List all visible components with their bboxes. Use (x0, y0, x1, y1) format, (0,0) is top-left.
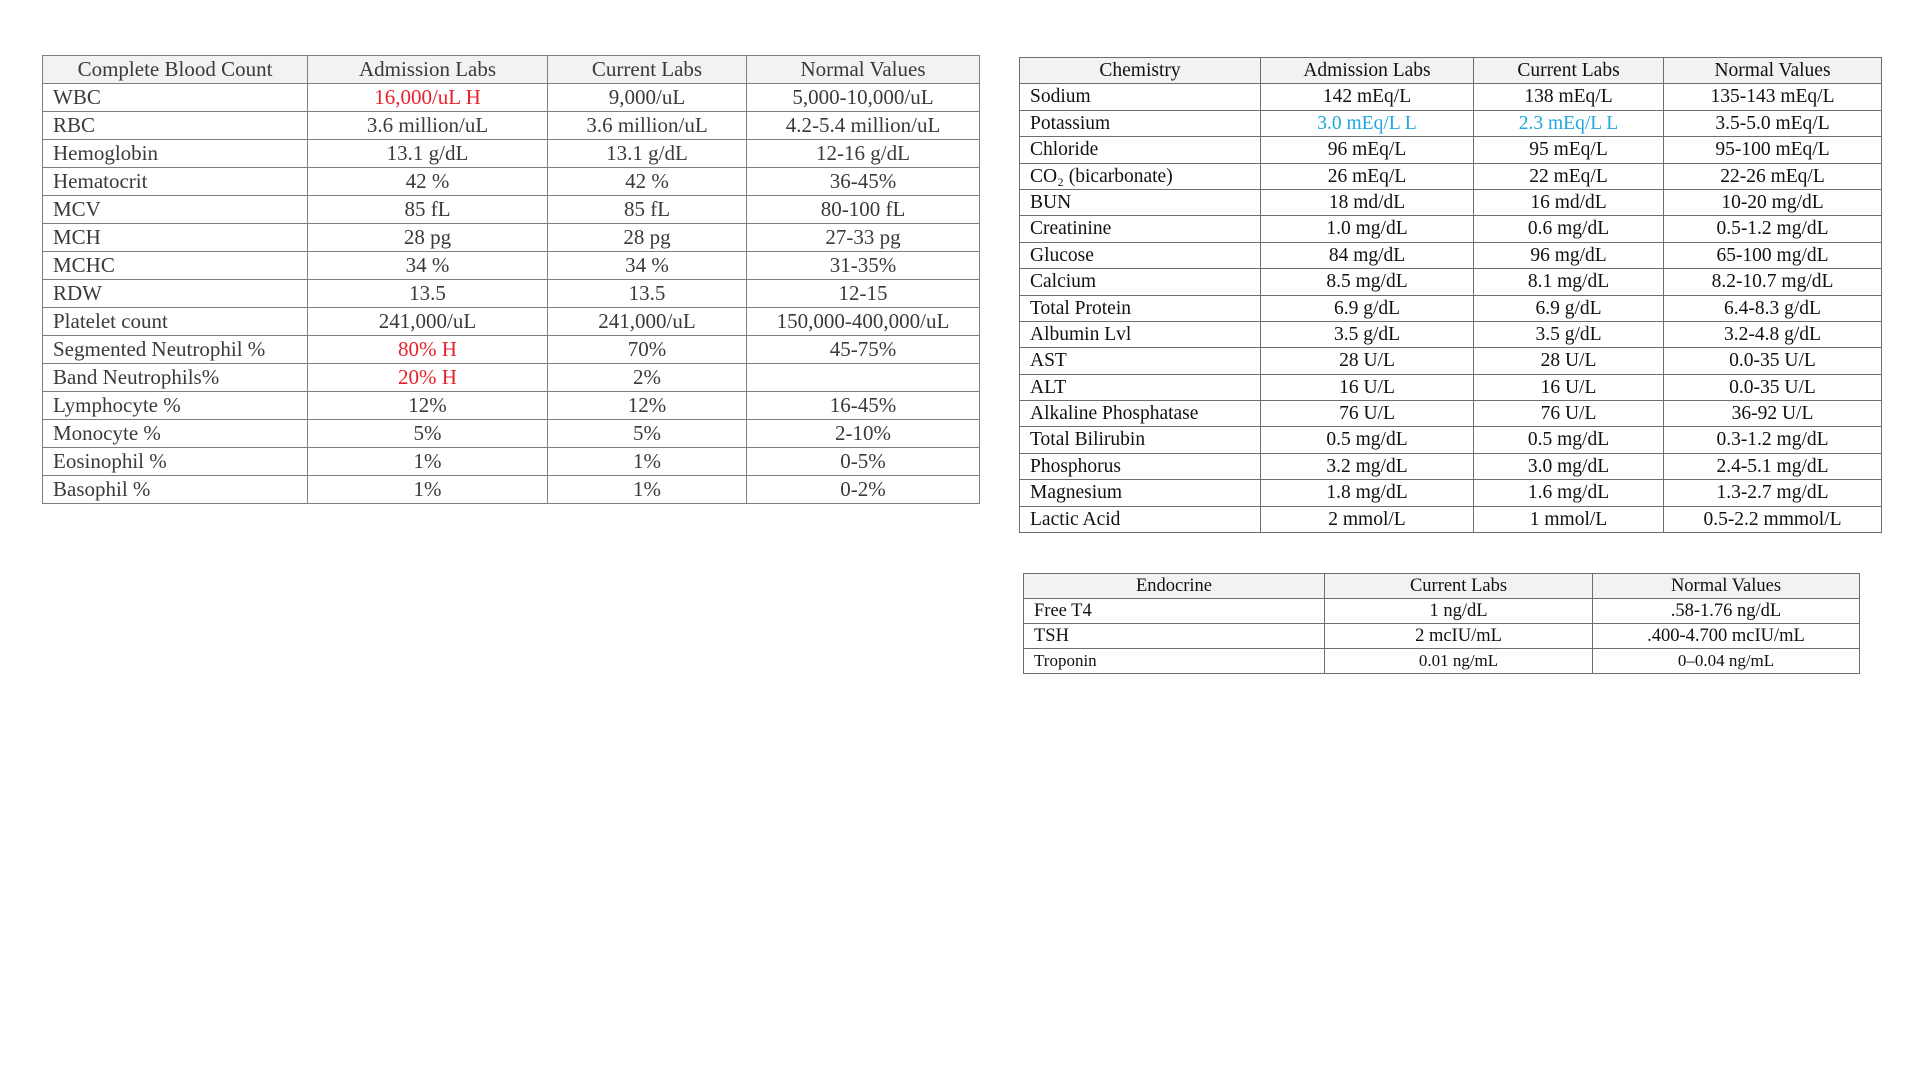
cbc-cell-admission: 16,000/uL H (308, 84, 548, 112)
chemistry-cell-current: 28 U/L (1474, 348, 1664, 374)
cbc-cell-current: 70% (548, 336, 747, 364)
chemistry-cell-admission: 0.5 mg/dL (1261, 427, 1474, 453)
cbc-row (43, 252, 980, 280)
chemistry-cell-normal: 0.5-2.2 mmmol/L (1664, 506, 1882, 532)
chemistry-row (1020, 84, 1882, 110)
endocrine-cell-name: Free T4 (1024, 599, 1325, 624)
cbc-cell-admission: 13.5 (308, 280, 548, 308)
chemistry-cell-admission: 1.8 mg/dL (1261, 480, 1474, 506)
chemistry-row (1020, 269, 1882, 295)
cbc-cell-normal: 12-15 (747, 280, 980, 308)
chemistry-header-current: Current Labs (1474, 58, 1664, 84)
cbc-cell-current: 85 fL (548, 196, 747, 224)
cbc-cell-name: MCV (43, 196, 308, 224)
cbc-cell-normal: 150,000-400,000/uL (747, 308, 980, 336)
endocrine-row (1024, 624, 1860, 649)
chemistry-cell-normal: 8.2-10.7 mg/dL (1664, 269, 1882, 295)
cbc-cell-name: RBC (43, 112, 308, 140)
cbc-row (43, 308, 980, 336)
cbc-cell-normal: 4.2-5.4 million/uL (747, 112, 980, 140)
cbc-cell-name: Basophil % (43, 476, 308, 504)
chemistry-cell-admission: 8.5 mg/dL (1261, 269, 1474, 295)
endocrine-cell-current: 2 mcIU/mL (1325, 624, 1593, 649)
chemistry-row (1020, 374, 1882, 400)
chemistry-cell-name: Chloride (1020, 137, 1261, 163)
chemistry-row (1020, 321, 1882, 347)
cbc-row (43, 280, 980, 308)
endocrine-cell-current: 0.01 ng/mL (1325, 649, 1593, 674)
chemistry-cell-current: 1 mmol/L (1474, 506, 1664, 532)
chemistry-cell-normal: 6.4-8.3 g/dL (1664, 295, 1882, 321)
chemistry-cell-normal: 0.3-1.2 mg/dL (1664, 427, 1882, 453)
endocrine-header-normal: Normal Values (1593, 574, 1860, 599)
chemistry-cell-name: Total Protein (1020, 295, 1261, 321)
chemistry-cell-name: Lactic Acid (1020, 506, 1261, 532)
chemistry-cell-normal: 0.0-35 U/L (1664, 374, 1882, 400)
chemistry-row (1020, 506, 1882, 532)
cbc-header-test: Complete Blood Count (43, 56, 308, 84)
chemistry-cell-name: BUN (1020, 189, 1261, 215)
cbc-cell-current: 1% (548, 448, 747, 476)
cbc-cell-name: Band Neutrophils% (43, 364, 308, 392)
cbc-row (43, 448, 980, 476)
chemistry-cell-current: 0.6 mg/dL (1474, 216, 1664, 242)
cbc-cell-current: 1% (548, 476, 747, 504)
cbc-row (43, 224, 980, 252)
chemistry-cell-normal: 135-143 mEq/L (1664, 84, 1882, 110)
cbc-cell-normal: 80-100 fL (747, 196, 980, 224)
cbc-cell-normal: 27-33 pg (747, 224, 980, 252)
chemistry-cell-name: AST (1020, 348, 1261, 374)
chemistry-cell-name: ALT (1020, 374, 1261, 400)
chemistry-cell-name: Total Bilirubin (1020, 427, 1261, 453)
chemistry-cell-normal: 95-100 mEq/L (1664, 137, 1882, 163)
chemistry-cell-admission: 84 mg/dL (1261, 242, 1474, 268)
chemistry-row (1020, 163, 1882, 189)
chemistry-cell-normal: 10-20 mg/dL (1664, 189, 1882, 215)
chemistry-cell-admission: 142 mEq/L (1261, 84, 1474, 110)
chemistry-header-admission: Admission Labs (1261, 58, 1474, 84)
cbc-cell-name: Hemoglobin (43, 140, 308, 168)
cbc-row (43, 112, 980, 140)
cbc-cell-name: Lymphocyte % (43, 392, 308, 420)
cbc-cell-name: MCHC (43, 252, 308, 280)
cbc-row (43, 196, 980, 224)
endocrine-header-row (1024, 574, 1860, 599)
chemistry-cell-current: 22 mEq/L (1474, 163, 1664, 189)
cbc-cell-name: Segmented Neutrophil % (43, 336, 308, 364)
endocrine-row (1024, 649, 1860, 674)
chemistry-row (1020, 110, 1882, 136)
cbc-cell-admission: 3.6 million/uL (308, 112, 548, 140)
chemistry-table (1019, 57, 1882, 533)
chemistry-cell-current: 0.5 mg/dL (1474, 427, 1664, 453)
chemistry-cell-name: Alkaline Phosphatase (1020, 401, 1261, 427)
chemistry-cell-admission: 28 U/L (1261, 348, 1474, 374)
endocrine-row (1024, 599, 1860, 624)
cbc-header-admission: Admission Labs (308, 56, 548, 84)
chemistry-cell-current: 6.9 g/dL (1474, 295, 1664, 321)
cbc-cell-admission: 241,000/uL (308, 308, 548, 336)
chemistry-cell-name: Glucose (1020, 242, 1261, 268)
cbc-cell-current: 34 % (548, 252, 747, 280)
chemistry-row (1020, 401, 1882, 427)
chemistry-row (1020, 216, 1882, 242)
cbc-cell-admission: 85 fL (308, 196, 548, 224)
endocrine-cell-name: Troponin (1024, 649, 1325, 674)
cbc-cell-current: 241,000/uL (548, 308, 747, 336)
cbc-row (43, 168, 980, 196)
chemistry-row (1020, 453, 1882, 479)
cbc-cell-normal: 16-45% (747, 392, 980, 420)
chemistry-cell-normal: 36-92 U/L (1664, 401, 1882, 427)
cbc-cell-admission: 42 % (308, 168, 548, 196)
endocrine-header-current: Current Labs (1325, 574, 1593, 599)
chemistry-row (1020, 242, 1882, 268)
cbc-cell-admission: 20% H (308, 364, 548, 392)
cbc-row (43, 476, 980, 504)
cbc-cell-normal (747, 364, 980, 392)
chemistry-cell-name: Sodium (1020, 84, 1261, 110)
endocrine-table (1023, 573, 1860, 674)
cbc-cell-current: 12% (548, 392, 747, 420)
cbc-cell-admission: 1% (308, 448, 548, 476)
cbc-cell-normal: 5,000-10,000/uL (747, 84, 980, 112)
chemistry-header-row (1020, 58, 1882, 84)
chemistry-cell-current: 3.0 mg/dL (1474, 453, 1664, 479)
chemistry-cell-name: Calcium (1020, 269, 1261, 295)
chemistry-row (1020, 189, 1882, 215)
cbc-cell-admission: 12% (308, 392, 548, 420)
chemistry-cell-normal: 2.4-5.1 mg/dL (1664, 453, 1882, 479)
chemistry-cell-admission: 1.0 mg/dL (1261, 216, 1474, 242)
cbc-cell-name: Platelet count (43, 308, 308, 336)
cbc-row (43, 364, 980, 392)
endocrine-cell-current: 1 ng/dL (1325, 599, 1593, 624)
chemistry-cell-name: Potassium (1020, 110, 1261, 136)
cbc-cell-admission: 28 pg (308, 224, 548, 252)
chemistry-header-test: Chemistry (1020, 58, 1261, 84)
chemistry-cell-normal: 3.5-5.0 mEq/L (1664, 110, 1882, 136)
cbc-cell-name: Hematocrit (43, 168, 308, 196)
endocrine-header-test: Endocrine (1024, 574, 1325, 599)
cbc-cell-current: 5% (548, 420, 747, 448)
cbc-cell-name: Monocyte % (43, 420, 308, 448)
cbc-row (43, 420, 980, 448)
cbc-cell-current: 28 pg (548, 224, 747, 252)
chemistry-cell-current: 1.6 mg/dL (1474, 480, 1664, 506)
cbc-cell-normal: 2-10% (747, 420, 980, 448)
chemistry-row (1020, 427, 1882, 453)
chemistry-row (1020, 295, 1882, 321)
chemistry-cell-admission: 16 U/L (1261, 374, 1474, 400)
chemistry-cell-normal: 65-100 mg/dL (1664, 242, 1882, 268)
chemistry-cell-normal: 0.0-35 U/L (1664, 348, 1882, 374)
cbc-cell-name: WBC (43, 84, 308, 112)
chemistry-row (1020, 480, 1882, 506)
chemistry-cell-normal: 1.3-2.7 mg/dL (1664, 480, 1882, 506)
cbc-cell-name: RDW (43, 280, 308, 308)
cbc-header-current: Current Labs (548, 56, 747, 84)
chemistry-cell-name: Creatinine (1020, 216, 1261, 242)
cbc-cell-admission: 80% H (308, 336, 548, 364)
chemistry-cell-name: Magnesium (1020, 480, 1261, 506)
cbc-cell-current: 13.1 g/dL (548, 140, 747, 168)
cbc-cell-current: 2% (548, 364, 747, 392)
cbc-cell-admission: 5% (308, 420, 548, 448)
cbc-cell-normal: 36-45% (747, 168, 980, 196)
cbc-header-row (43, 56, 980, 84)
cbc-row (43, 84, 980, 112)
cbc-cell-current: 3.6 million/uL (548, 112, 747, 140)
endocrine-cell-name: TSH (1024, 624, 1325, 649)
cbc-cell-name: MCH (43, 224, 308, 252)
chemistry-cell-current: 16 U/L (1474, 374, 1664, 400)
chemistry-cell-normal: 22-26 mEq/L (1664, 163, 1882, 189)
chemistry-header-normal: Normal Values (1664, 58, 1882, 84)
chemistry-cell-admission: 3.5 g/dL (1261, 321, 1474, 347)
cbc-row (43, 392, 980, 420)
chemistry-cell-admission: 76 U/L (1261, 401, 1474, 427)
endocrine-cell-normal: .58-1.76 ng/dL (1593, 599, 1860, 624)
cbc-cell-normal: 12-16 g/dL (747, 140, 980, 168)
chemistry-cell-admission: 18 md/dL (1261, 189, 1474, 215)
chemistry-cell-current: 2.3 mEq/L L (1474, 110, 1664, 136)
cbc-cell-current: 42 % (548, 168, 747, 196)
chemistry-cell-current: 96 mg/dL (1474, 242, 1664, 268)
cbc-header-normal: Normal Values (747, 56, 980, 84)
cbc-cell-normal: 0-2% (747, 476, 980, 504)
cbc-cell-admission: 13.1 g/dL (308, 140, 548, 168)
chemistry-cell-admission: 2 mmol/L (1261, 506, 1474, 532)
cbc-cell-current: 13.5 (548, 280, 747, 308)
chemistry-cell-current: 8.1 mg/dL (1474, 269, 1664, 295)
endocrine-cell-normal: .400-4.700 mcIU/mL (1593, 624, 1860, 649)
chemistry-cell-name: Albumin Lvl (1020, 321, 1261, 347)
chemistry-cell-current: 138 mEq/L (1474, 84, 1664, 110)
chemistry-cell-current: 76 U/L (1474, 401, 1664, 427)
chemistry-cell-name: Phosphorus (1020, 453, 1261, 479)
chemistry-cell-normal: 0.5-1.2 mg/dL (1664, 216, 1882, 242)
chemistry-cell-current: 95 mEq/L (1474, 137, 1664, 163)
cbc-row (43, 336, 980, 364)
endocrine-cell-normal: 0–0.04 ng/mL (1593, 649, 1860, 674)
chemistry-row (1020, 137, 1882, 163)
cbc-cell-normal: 31-35% (747, 252, 980, 280)
chemistry-cell-admission: 3.2 mg/dL (1261, 453, 1474, 479)
chemistry-cell-admission: 6.9 g/dL (1261, 295, 1474, 321)
chemistry-cell-admission: 26 mEq/L (1261, 163, 1474, 189)
chemistry-cell-name: CO₂ (bicarbonate) (1020, 163, 1261, 189)
chemistry-cell-admission: 96 mEq/L (1261, 137, 1474, 163)
cbc-cell-current: 9,000/uL (548, 84, 747, 112)
cbc-row (43, 140, 980, 168)
chemistry-cell-admission: 3.0 mEq/L L (1261, 110, 1474, 136)
cbc-cell-normal: 45-75% (747, 336, 980, 364)
cbc-cell-name: Eosinophil % (43, 448, 308, 476)
chemistry-row (1020, 348, 1882, 374)
cbc-table (42, 55, 980, 504)
chemistry-cell-current: 16 md/dL (1474, 189, 1664, 215)
cbc-cell-normal: 0-5% (747, 448, 980, 476)
cbc-cell-admission: 1% (308, 476, 548, 504)
chemistry-cell-normal: 3.2-4.8 g/dL (1664, 321, 1882, 347)
chemistry-cell-current: 3.5 g/dL (1474, 321, 1664, 347)
cbc-cell-admission: 34 % (308, 252, 548, 280)
